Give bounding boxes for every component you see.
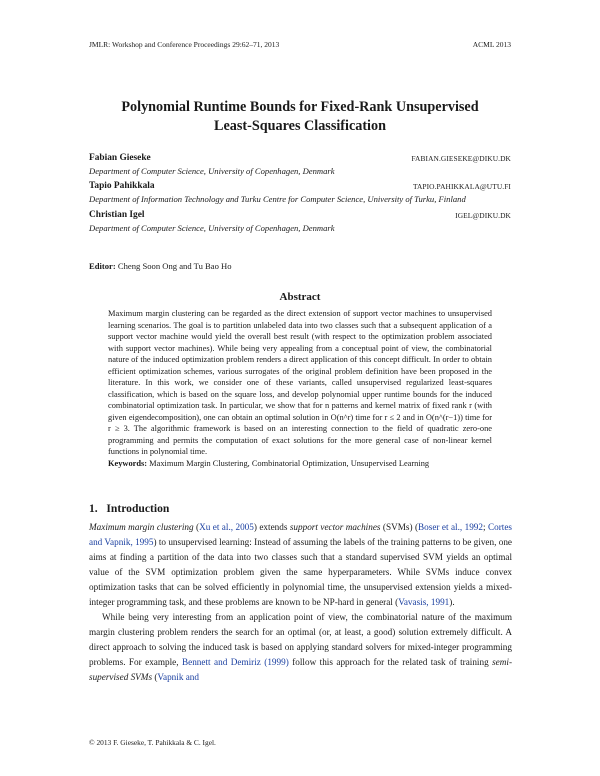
keywords-text: Maximum Margin Clustering, Combinatorial Optimization, Unsupervised Learning [149,458,430,468]
text: ) to unsupervised learning: Instead of assuming the labels of the training patterns to be given, one aims at finding a partition of the data into two classes such that a standard supervised SVM yields an optimal value of the SVM optimization problem given the same hyperparameters. While SVMs induce convex optimization tasks that can be solved efficiently in polynomial time, the unsupervised extension yields a mixed-integer programming task, and these problems are known to be NP-hard in general ( [89,537,512,607]
author-3 [89,210,511,222]
section-heading [89,502,169,515]
citation-link[interactable]: Boser et al., 1992 [418,522,483,532]
editor-label: Editor: [89,261,116,271]
paper-title [80,98,520,136]
author-affiliation: Department of Information Technology and Turku Centre for Computer Science, University of Turku, Finland [89,194,466,204]
text: ( [193,522,200,532]
intro-paragraph-1 [89,520,512,610]
text: ; [483,522,488,532]
abstract-body [108,308,492,469]
text: ) extends [253,522,290,532]
author-name: Christian Igel [89,210,145,220]
editor-line [89,261,232,271]
text: While being very interesting from an application point of view, the combinatorial nature of the maximum margin clustering problem renders the search for an optimal (or, at least, a good) solution extremely difficult. A direct approach to solving the induced task is based on applying standard solvers for mixed-integer programming problems. For example, [89,612,512,667]
running-header-left: JMLR: Workshop and Conference Proceedings 29:62–71, 2013 [89,40,280,49]
author-2 [89,181,511,193]
citation-link[interactable]: Cortes and Vapnik, 1995 [89,522,512,547]
text: ( [152,672,158,682]
citation-link[interactable]: Vapnik and [157,672,199,682]
text: ). [449,597,455,607]
keywords-label: Keywords: [108,458,148,468]
section-number: 1. [89,502,98,515]
editor-names: Cheng Soon Ong and Tu Bao Ho [117,261,232,271]
intro-paragraph-2 [89,610,512,685]
author-name: Fabian Gieseke [89,153,151,163]
title-line-2: Least-Squares Classification [214,118,386,134]
author-email[interactable]: FABIAN.GIESEKE@DIKU.DK [411,154,511,163]
author-affiliation: Department of Computer Science, University of Copenhagen, Denmark [89,223,335,233]
text: (SVMs) ( [380,522,419,532]
introduction-body [89,520,512,685]
abstract-text: Maximum margin clustering can be regarded as the direct extension of support vector machines to unsupervised learning scenarios. The goal is to partition unlabeled data into two classes such that a subsequent application of a support vector machine would yield the overall best result (with respect to the optimization problem associated with support vector machines). While being very appealing from a conceptual point of view, the combinatorial nature of the induced optimization problem renders a direct application of this concept difficult. In order to obtain efficient optimization schemes, various surrogates of the original problem definition have been proposed in the literature. In this work, we consider one of these variants, called unsupervised regularized least-squares classification, which is based on the square loss, and develop polynomial upper runtime bounds for the induced combinatorial optimization task. In particular, we show that for n patterns and kernel matrix of fixed rank r (with given eigendecomposition), one can obtain an optimal solution in O(n^r) time for r ≤ 2 and in O(n^(r−1)) time for r ≥ 3. The algorithmic framework is based on an interesting connection to the field of quadratic zero-one programming and permits the computation of exact solutions for the more general case of non-linear kernel functions in polynomial time. [108,309,492,456]
abstract-heading: Abstract [279,291,321,303]
author-name: Tapio Pahikkala [89,181,155,191]
citation-link[interactable]: Xu et al., 2005 [199,522,254,532]
author-email[interactable]: IGEL@DIKU.DK [455,211,511,220]
term: support vector machines [289,522,381,532]
author-affiliation: Department of Computer Science, University of Copenhagen, Denmark [89,166,335,176]
citation-link[interactable]: Bennett and Demiriz (1999) [182,657,289,667]
section-title: Introduction [106,502,170,515]
copyright-footer: © 2013 F. Gieseke, T. Pahikkala & C. Igel. [89,738,216,747]
running-header-right: ACML 2013 [472,40,511,49]
keywords-line [108,458,492,470]
text: follow this approach for the related task of training [288,657,493,667]
title-line-1: Polynomial Runtime Bounds for Fixed-Rank Unsupervised [121,99,479,115]
term: Maximum margin clustering [89,522,194,532]
author-1 [89,153,511,165]
term: semi-supervised SVMs [89,657,513,682]
citation-link[interactable]: Vavasis, 1991 [398,597,450,607]
author-email[interactable]: TAPIO.PAHIKKALA@UTU.FI [412,182,511,191]
